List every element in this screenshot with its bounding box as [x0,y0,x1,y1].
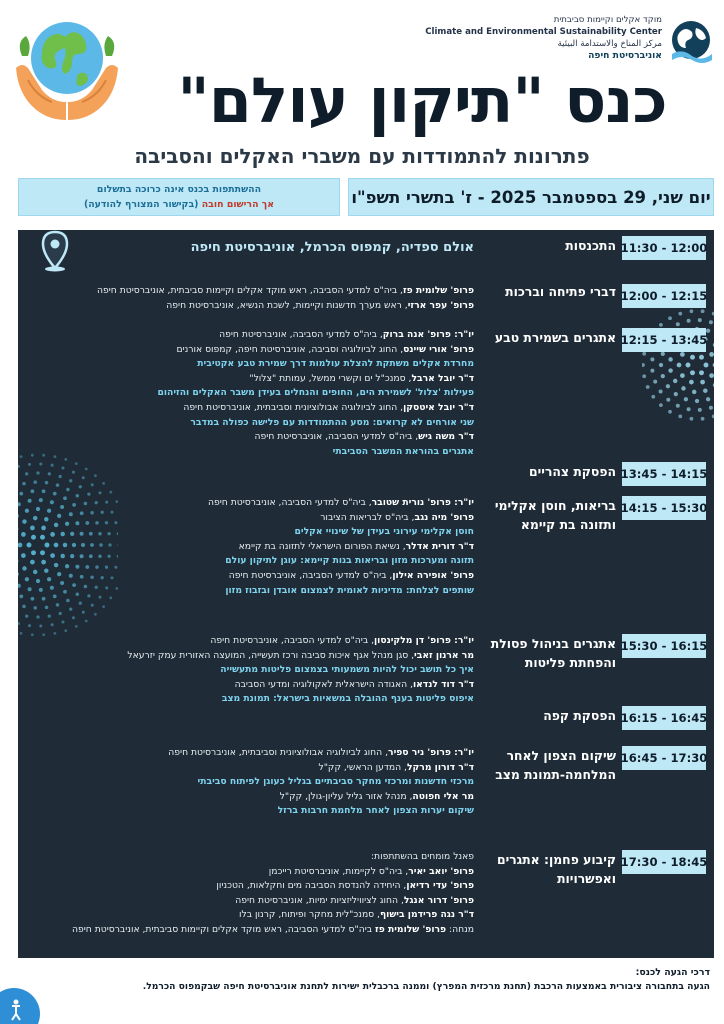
speaker-affiliation: , מנהל אזור גליל עליון-גולן, קק"ל [279,790,413,802]
page-title: כנס "תיקון עולם" [177,64,667,137]
speaker-name: ד"ר דורית אדלר [405,540,474,552]
session-details [30,850,474,938]
speaker-line [30,649,474,664]
speaker-affiliation: , ביה"ס למדעי הסביבה, אוניברסיטת חיפה [254,431,419,443]
speaker-affiliation: , החוג לציוויליזציות ימיות, אוניברסיטת חיפה [235,894,404,906]
speaker-affiliation: , האגודה הישראלית לאקולוגיה ומדעי הסביבה [234,678,413,690]
speaker-line [30,908,474,923]
time-slot: 12:15 - 13:45 [622,328,706,352]
talk-title: איך כל תושב יכול להיות משמעותי בצמצום פליטות מתעשייה [220,664,474,676]
decorative-dots-right [642,300,714,430]
session-details [30,328,474,459]
time-slot: 16:15 - 16:45 [622,706,706,730]
time-slot: 15:30 - 16:15 [622,634,706,658]
speaker-line [30,430,474,445]
speaker-name: פרופ' עדי רדיאן [406,880,474,892]
speaker-affiliation: , החוג לביולוגיה אבולוציונית וסביבתית, אוניברסיטת חיפה [168,747,389,758]
registration-required-text: אך הרישום חובה [201,199,275,210]
session-title: אתגרים בניהול פסולת והפחתת פליטות [490,636,616,670]
speaker-affiliation: , החוג לביולוגיה וסביבה, אוניברסיטת חיפה, קמפוס אורנים [176,343,404,355]
session-title: הפסקת צהריים [529,464,616,479]
speaker-name: פרופ' עפר ארזי [407,299,474,311]
session-details [30,634,474,707]
speaker-affiliation: , ביה"ס למדעי הסביבה, אוניברסיטת חיפה [219,329,383,340]
speaker-line [30,569,474,584]
speaker-affiliation: פאנל מומחים בהשתתפות: [370,851,474,862]
speaker-line [30,511,474,526]
org-name-hebrew: מוקד אקלים וקיימות סביבתית [553,15,662,25]
location-pin-icon [40,230,70,272]
speaker-line [30,540,474,555]
page-subtitle: פתרונות להתמודדות עם משברי האקלים והסביבה [134,144,590,168]
registration-free-text: ההשתתפות בכנס אינה כרוכה בתשלום [96,184,262,195]
org-name-arabic: مركز المناخ والاستدامة البيئية [557,39,662,49]
talk-title: שני אורחים לא קרואים: מסע ההתמודדות עם פלישה כפולה במדבר [190,416,474,428]
speaker-affiliation: , סמנכ"ל ים וקשרי ממשל, עמותת "צלול" [249,372,412,384]
org-name-english: Climate and Environmental Sustainability Center [425,27,662,37]
speaker-name: פרופ' שלומית פז [375,923,447,935]
venue-text: אולם ספדיה, קמפוס הכרמל, אוניברסיטת חיפה [190,240,474,255]
speaker-name: ד"ר דורון מרקל [406,761,474,773]
directions-title: דרכי הגעה לכנס: [635,967,710,978]
time-slot: 17:30 - 18:45 [622,850,706,874]
speaker-name: מר ארנון זאבי [414,649,474,661]
speaker-name: יו"ר: פרופ' נורית שטובר [371,497,474,508]
speaker-name: יו"ר: פרופ' ניר ספיר [388,747,474,758]
speaker-name: פרופ' מיה נגב [414,511,474,523]
speaker-name: פרופ' שלומית פז [402,285,474,296]
speaker-affiliation: , ביה"ס למדעי הסביבה, אוניברסיטת חיפה [210,635,375,646]
speaker-line [30,850,474,865]
speaker-line [30,496,474,511]
session-details [30,284,474,313]
talk-title: מרכזי חדשנות ומרכזי מחקר סביבתיים בגליל כעוגן לפיתוח סביבתי [197,776,474,788]
session-title: הפסקת קפה [543,708,616,723]
talk-title: איפוס פליטות בענף ההובלה במשאיות בישראל: תמונת מצב [221,693,474,705]
speaker-line [30,746,474,761]
time-slot: 14:15 - 15:30 [622,496,706,520]
speaker-name: יו"ר: פרופ' דן מלקינסון [374,635,474,646]
speaker-line [30,761,474,776]
speaker-line [30,299,474,314]
session-title: בריאות, חוסן אקלימי ותזונה בת קיימא [494,498,616,532]
speaker-line [30,372,474,387]
session-title: דברי פתיחה וברכות [505,284,616,299]
speaker-name: פרופ' אורי שיינס [403,343,474,355]
talk-title: שותפים לצלחת: מדיניות לאומית לצמצום אובדן ובזבוז מזון [225,584,474,596]
speaker-name: ד"ר יובל ארבל [411,372,474,384]
speaker-name: ד"ר משה גיש [418,431,474,443]
speaker-name: פרופ' דרור אנגל [403,894,474,906]
talk-title: שיקום יערות הצפון לאחר מלחמת חרבות ברזל [277,805,474,817]
speaker-line [30,923,474,938]
speaker-affiliation: , המדען הראשי, קק"ל [318,761,407,773]
earth-hands-logo [8,8,126,126]
schedule-panel [18,230,714,958]
moderator-label: מנחה: [446,923,474,935]
directions-footer [40,966,710,994]
speaker-affiliation: , ביה"ס למדעי הסביבה, אוניברסיטת חיפה [228,569,393,581]
speaker-name: פרופ' יואב יאיר [408,865,474,877]
time-slot: 16:45 - 17:30 [622,746,706,770]
session-details [30,746,474,819]
speaker-line [30,401,474,416]
speaker-name: ד"ר נגה פרידמן בישוף [379,909,474,921]
speaker-line [30,894,474,909]
session-details [30,496,474,598]
talk-title: פעילות 'צלול' לשמירת הים, החופים והנחלים בעידן משבר האקלים והזיהום [157,387,474,399]
speaker-affiliation: , סגן מנהל אגף איכות סביבה ורכז תעשייה, המועצה האזורית עמק יזרעאל [127,649,415,661]
accessibility-icon[interactable] [0,984,44,1024]
speaker-affiliation: , ביה"ס למדעי הסביבה, אוניברסיטת חיפה [208,497,372,508]
speaker-affiliation: , ביה"ס למדעי הסביבה, ראש מוקד אקלים וקיימות סביבתית, אוניברסיטת חיפה [97,285,403,296]
speaker-affiliation: , החוג לביולוגיה אבולוציונית וסביבתית, אוניברסיטת חיפה [183,401,404,413]
registration-required-line [19,197,339,212]
talk-title: תזונה ומערכות מזון ובריאות בנות קיימא: עוגן לתיקון עולם [225,555,474,567]
speaker-line [30,678,474,693]
directions-text: הגעה בתחבורה ציבורית באמצעות הרכבת (תחנת מרכזית המפרץ) וממנה ברכבלית ישירות לתחנת אוניברסיטת חיפה שבקמפוס הכרמל. [142,981,710,992]
globe-logo [668,18,714,64]
speaker-name: מר אלי חפוטה [412,790,474,802]
time-slot: 11:30 - 12:00 [622,236,706,260]
speaker-line [30,284,474,299]
speaker-affiliation: , סמנכ"לית מחקר ופיתוח, קרנון בלו [239,909,380,921]
talk-title: אתגרים בהוראת המשבר הסביבתי [332,445,474,457]
registration-link-text: (בקישור המצורף להודעה) [83,199,199,210]
speaker-name: פרופ' אופירה אילון [392,569,474,581]
speaker-affiliation: ביה"ס למדעי הסביבה, ראש מוקד אקלים וקיימות סביבתית, אוניברסיטת חיפה [71,923,376,935]
speaker-affiliation: , ביה"ס לקיימות, אוניברסיטת רייכמן [268,865,409,877]
speaker-line [30,343,474,358]
university-name: אוניברסיטת חיפה [588,50,662,61]
session-title: קיבוע פחמן: אתגרים ואפשרויות [496,852,616,886]
speaker-line [30,790,474,805]
speaker-affiliation: , ביה"ס לבריאות הציבור [320,511,415,523]
time-slot: 12:00 - 12:15 [622,284,706,308]
time-slot: 13:45 - 14:15 [622,462,706,486]
speaker-name: ד"ר יובל איטסקן [403,401,474,413]
session-title: התכנסות [565,238,616,253]
speaker-affiliation: , ראש מערך חדשנות וקיימות, לשכת הנשיא, אוניברסיטת חיפה [166,299,408,311]
talk-title: מחרדת אקלים משתקת להצלת עולמות דרך שמירת טבע אקטיבית [197,358,474,370]
session-title: שיקום הצפון לאחר המלחמה-תמונת מצב [495,748,616,782]
speaker-line [30,328,474,343]
speaker-affiliation: , היחידה להנדסת הסביבה מים וחקלאות, הטכניון [216,880,407,892]
speaker-line [30,634,474,649]
speaker-line [30,865,474,880]
talk-title: חוסן אקלימי עירוני בעידן של שינויי אקלים [294,526,474,538]
speaker-line [30,879,474,894]
session-title: אתגרים בשמירת טבע [494,330,616,345]
speaker-name: ד"ר דוד לנדאו [412,678,474,690]
speaker-affiliation: , נשיאת הפורום הישראלי לתזונה בת קיימא [238,540,406,552]
registration-notice [18,178,340,216]
speaker-name: יו"ר: פרופ' אנה ברוק [382,329,474,340]
event-date-bar: יום שני, 29 בספטמבר 2025 - ז' בתשרי תשפ"ו [348,178,714,216]
